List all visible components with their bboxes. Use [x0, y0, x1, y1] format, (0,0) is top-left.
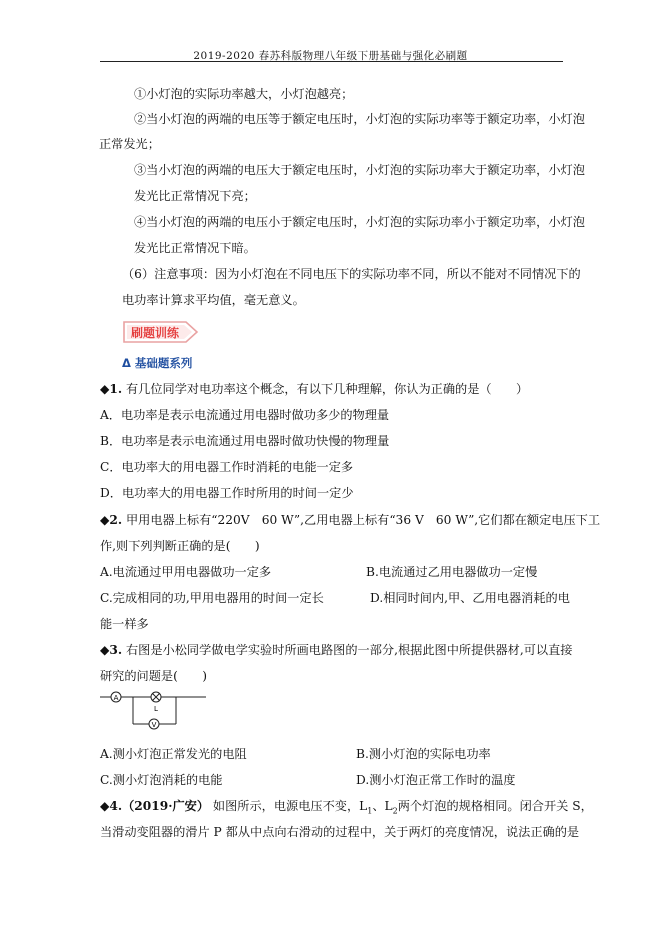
note-line-6: ④当小灯泡的两端的电压小于额定电压时，小灯泡的实际功率小于额定功率，小灯泡 — [134, 215, 585, 229]
circuit-diagram — [100, 686, 210, 732]
note-line-1: ①小灯泡的实际功率越大，小灯泡越亮； — [134, 87, 354, 101]
q2-marker: ◆2. — [100, 513, 123, 527]
note-line-7: 发光比正常情况下暗。 — [134, 241, 256, 255]
note-line-3: 正常发光； — [99, 137, 160, 151]
q4-marker: ◆4. — [100, 799, 123, 813]
q2-option-b: B.电流通过乙用电器做功一定慢 — [366, 565, 538, 579]
page-header: 2019-2020 春苏科版物理八年级下册基础与强化必刷题 — [193, 50, 468, 62]
q1-option-d: D．电功率大的用电器工作时所用的时间一定少 — [100, 486, 354, 500]
q4-stem-line-2: 当滑动变阻器的滑片 P 都从中点向右滑动的过程中，关于两灯的亮度情况，说法正确的是 — [100, 825, 580, 839]
q4-stem-a: 如图所示，电源电压不变，L — [212, 799, 368, 813]
q4-sub-2: 2 — [392, 806, 398, 816]
question-2 — [100, 512, 600, 528]
q2-option-d: D.相同时间内,甲、乙用电器消耗的电 — [370, 591, 570, 605]
q1-marker: ◆1. — [100, 382, 123, 396]
q3-option-a: A.测小灯泡正常发光的电阻 — [100, 747, 247, 761]
q1-option-c: C．电功率大的用电器工作时消耗的电能一定多 — [100, 460, 354, 474]
q2-option-c: C.完成相同的功,甲用电器用的时间一定长 — [100, 591, 324, 605]
question-1 — [100, 381, 528, 397]
header-divider — [100, 61, 563, 62]
note-line-4: ③当小灯泡的两端的电压大于额定电压时，小灯泡的实际功率大于额定功率，小灯泡 — [134, 163, 585, 177]
q3-option-d: D.测小灯泡正常工作时的温度 — [356, 773, 516, 787]
section-title: Δ 基础题系列 — [122, 356, 193, 370]
q1-option-a: A．电功率是表示电流通过用电器时做功多少的物理量 — [100, 408, 390, 422]
q3-option-c: C.测小灯泡消耗的电能 — [100, 773, 223, 787]
q4-stem-c: 两个灯泡的规格相同。闭合开关 S， — [397, 799, 593, 813]
ammeter-icon: A — [113, 694, 119, 702]
note-line-2: ②当小灯泡的两端的电压等于额定电压时，小灯泡的实际功率等于额定功率，小灯泡 — [134, 112, 585, 126]
q3-option-b: B.测小灯泡的实际电功率 — [356, 747, 491, 761]
q2-option-d-cont: 能一样多 — [100, 617, 149, 631]
q2-option-a: A.电流通过甲用电器做功一定多 — [100, 565, 272, 579]
q1-option-b: B．电功率是表示电流通过用电器时做功快慢的物理量 — [100, 434, 390, 448]
q3-marker: ◆3. — [100, 643, 123, 657]
q2-stem-line-1: 甲用电器上标有“220V 60 W”,乙用电器上标有“36 V 60 W”,它们都在额定电压下工 — [125, 513, 601, 527]
q4-stem-b: 、L — [372, 799, 393, 813]
lamp-label: L — [154, 705, 158, 713]
q4-source: （2019·广安） — [122, 799, 210, 813]
question-4 — [100, 798, 593, 819]
note-line-8: （6）注意事项：因为小灯泡在不同电压下的实际功率不同，所以不能对不同情况下的 — [122, 267, 581, 281]
q1-stem: 有几位同学对电功率这个概念，有以下几种理解，你认为正确的是（ ） — [125, 382, 529, 396]
q2-stem-line-2: 作,则下列判断正确的是( ) — [100, 539, 260, 553]
tag-label: 刷题训练 — [131, 326, 180, 340]
q4-sub-1: 1 — [367, 806, 373, 816]
q3-stem-line-1: 右图是小松同学做电学实验时所画电路图的一部分,根据此图中所提供器材,可以直接 — [125, 643, 573, 657]
q3-stem-line-2: 研究的问题是( ) — [100, 669, 208, 683]
voltmeter-icon: V — [151, 721, 157, 729]
note-line-5: 发光比正常情况下亮； — [134, 189, 256, 203]
question-3 — [100, 642, 572, 658]
note-line-9: 电功率计算求平均值，毫无意义。 — [122, 293, 305, 307]
practice-tag — [122, 320, 200, 344]
